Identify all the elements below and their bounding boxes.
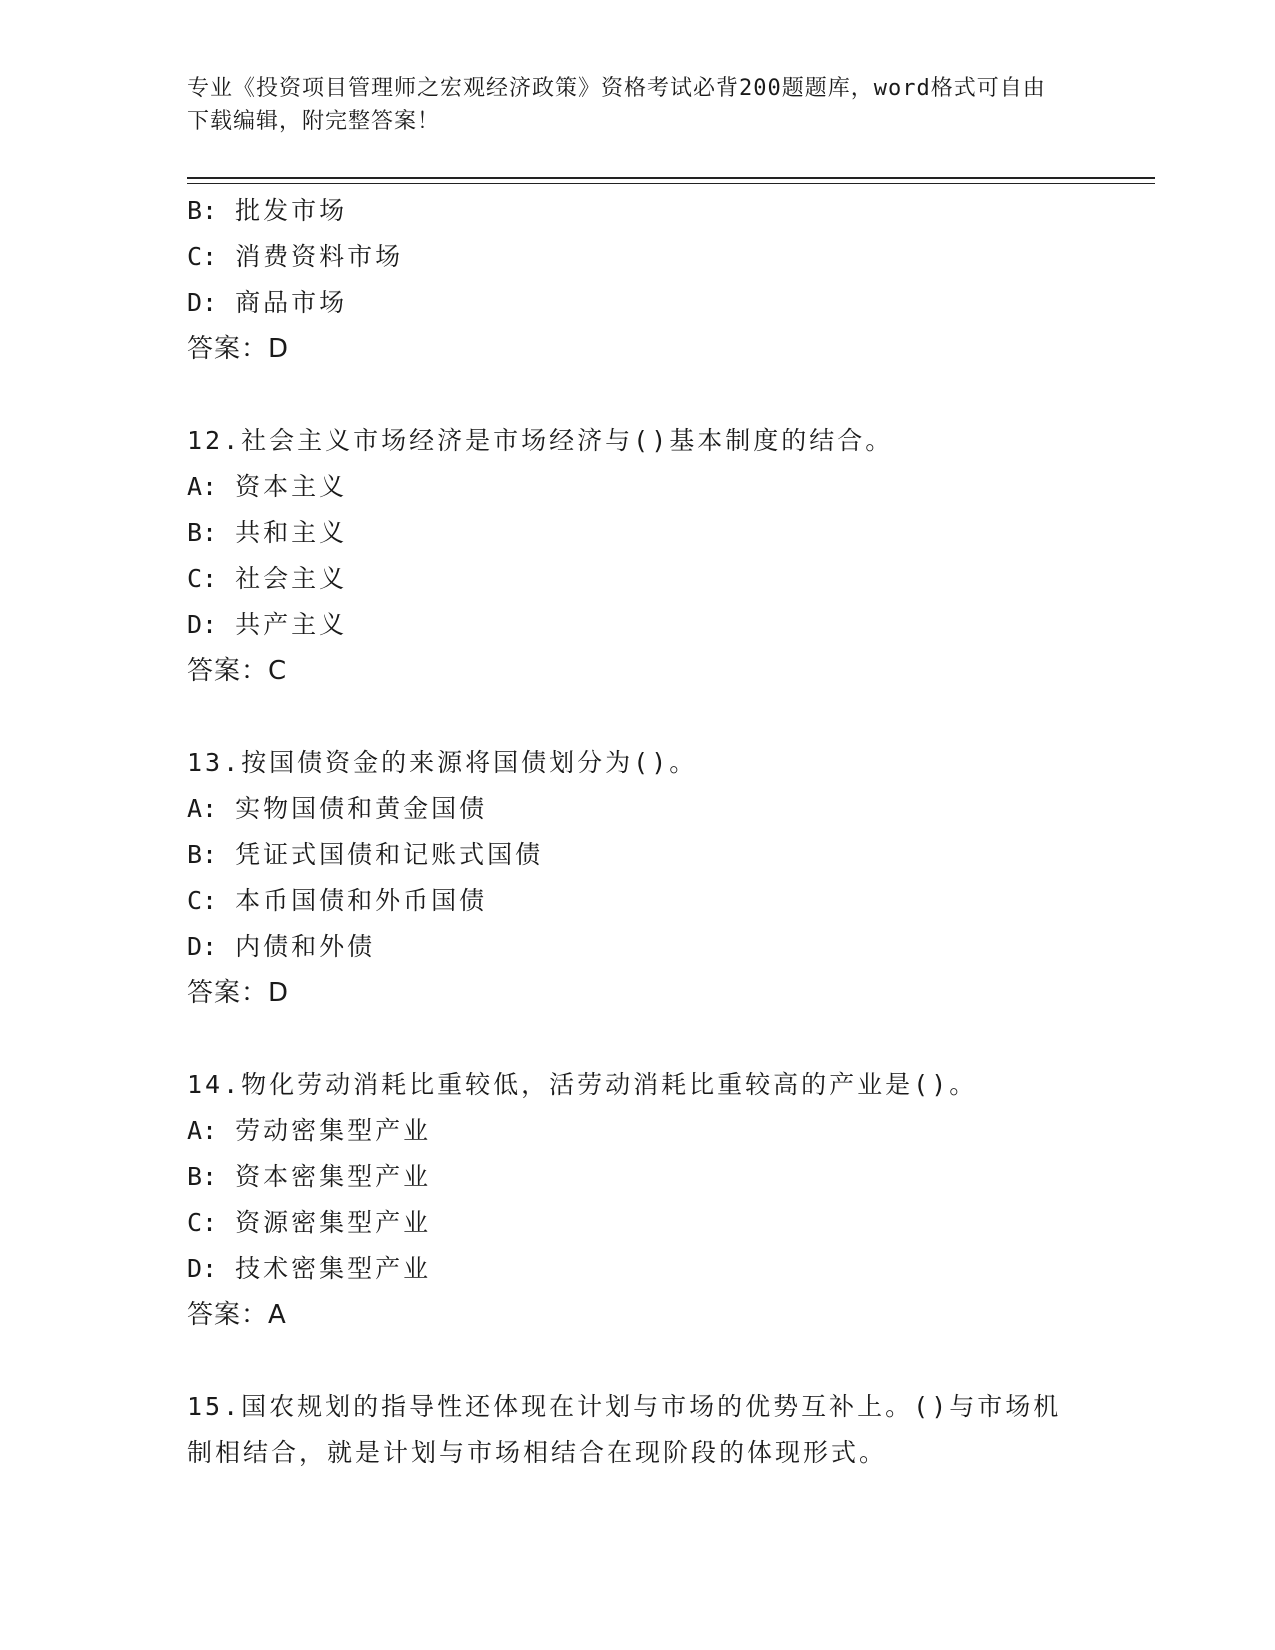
option-c: C: 本币国债和外币国债 [187, 886, 488, 915]
option-a: A: 资本主义 [187, 472, 348, 501]
option-a: A: 劳动密集型产业 [187, 1116, 432, 1145]
option-c: C: 资源密集型产业 [187, 1208, 432, 1237]
header-divider-thick [187, 177, 1155, 179]
question-stem-line-1: 15.国农规划的指导性还体现在计划与市场的优势互补上。()与市场机 [187, 1392, 1062, 1421]
option-d: D: 商品市场 [187, 288, 348, 317]
question-stem: 12.社会主义市场经济是市场经济与()基本制度的结合。 [187, 426, 894, 455]
option-b: B: 共和主义 [187, 518, 348, 547]
option-a: A: 实物国债和黄金国债 [187, 794, 488, 823]
option-c: C: 消费资料市场 [187, 242, 404, 271]
option-d: D: 共产主义 [187, 610, 348, 639]
option-b: B: 资本密集型产业 [187, 1162, 432, 1191]
question-stem: 14.物化劳动消耗比重较低，活劳动消耗比重较高的产业是()。 [187, 1070, 978, 1099]
question-list [187, 188, 1087, 1476]
answer-line: 答案：A [187, 1300, 287, 1330]
answer-line: 答案：D [187, 334, 290, 364]
option-b: B: 批发市场 [187, 196, 348, 225]
answer-line: 答案：C [187, 656, 288, 686]
option-b: B: 凭证式国债和记账式国债 [187, 840, 544, 869]
option-c: C: 社会主义 [187, 564, 348, 593]
header-divider-thin [187, 183, 1155, 184]
answer-line: 答案：D [187, 978, 290, 1008]
question-stem-line-2: 制相结合，就是计划与市场相结合在现阶段的体现形式。 [187, 1438, 888, 1467]
option-d: D: 内债和外债 [187, 932, 376, 961]
question-stem: 13.按国债资金的来源将国债划分为()。 [187, 748, 698, 777]
document-header: 专业《投资项目管理师之宏观经济政策》资格考试必背200题题库，word格式可自由下载编辑，附完整答案！ [187, 76, 1046, 134]
option-d: D: 技术密集型产业 [187, 1254, 432, 1283]
